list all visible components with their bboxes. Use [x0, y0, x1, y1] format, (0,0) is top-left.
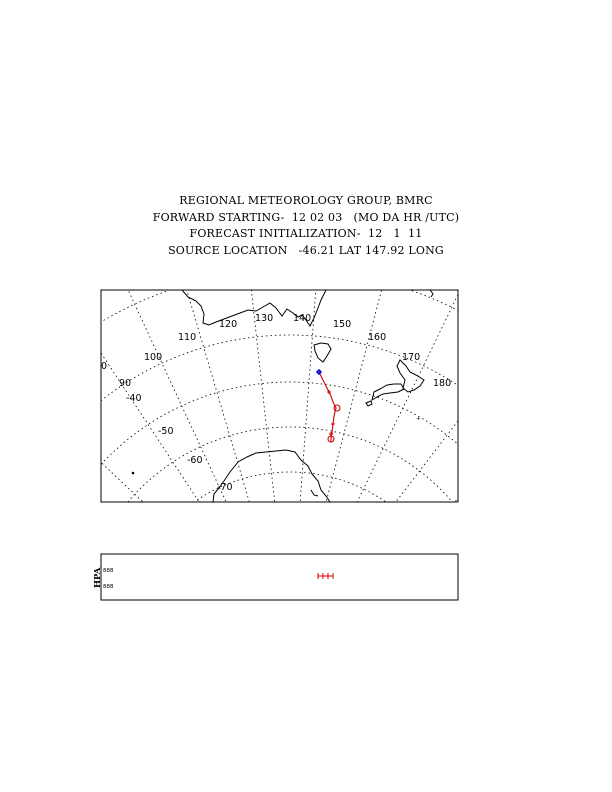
lon-label-90: 90 — [119, 378, 132, 389]
trajectory — [319, 372, 340, 442]
header-start-line: FORWARD STARTING- 12 02 03 (MO DA HR /UTC) — [152, 210, 460, 224]
profile-y-axis-label: HPA — [93, 567, 103, 588]
tasmania-coastline — [314, 343, 331, 362]
nz-north-island — [397, 360, 424, 392]
profile-frame — [101, 554, 458, 600]
longitude-labels — [101, 313, 451, 389]
profile-y-tick-bottom: 888 — [103, 584, 114, 590]
lat-label-minus70: -70 — [217, 482, 233, 493]
lat-label-minus40: -40 — [126, 393, 142, 404]
trajectory-marker — [334, 405, 340, 411]
lon-label-0: 0 — [101, 361, 108, 372]
lon-label-170: 170 — [402, 352, 421, 363]
lon-label-110: 110 — [178, 332, 197, 343]
profile-panel — [93, 554, 458, 600]
header-forecast-line: FORECAST INITIALIZATION- 12 1 11 — [189, 227, 423, 240]
latitude-labels — [126, 393, 233, 493]
latitude-gridlines — [0, 270, 612, 792]
header-org-line: REGIONAL METEOROLOGY GROUP, BMRC — [179, 194, 433, 207]
nz-south-island — [372, 384, 404, 400]
source-marker — [316, 369, 322, 375]
trajectory-path — [319, 372, 336, 442]
map-panel — [0, 230, 612, 792]
lon-label-180: 180 — [433, 378, 452, 389]
lat-label-minus50: -50 — [158, 426, 174, 437]
profile-trajectory — [318, 573, 333, 579]
header-source-line: SOURCE LOCATION -46.21 LAT 147.92 LONG — [168, 243, 444, 257]
lon-label-130: 130 — [255, 313, 274, 324]
lon-label-120: 120 — [219, 319, 238, 330]
lon-label-140: 140 — [293, 313, 312, 324]
antarctica-coastline — [213, 450, 330, 502]
lon-label-150: 150 — [333, 319, 352, 330]
profile-y-tick-top: 888 — [103, 568, 114, 574]
lon-label-100: 100 — [144, 352, 163, 363]
lon-label-160: 160 — [368, 332, 387, 343]
longitude-gridlines — [0, 230, 540, 640]
lat-label-minus60: -60 — [187, 455, 203, 466]
map-frame — [101, 290, 458, 502]
map-dot-label: + — [416, 416, 421, 422]
map-dot — [132, 472, 135, 475]
